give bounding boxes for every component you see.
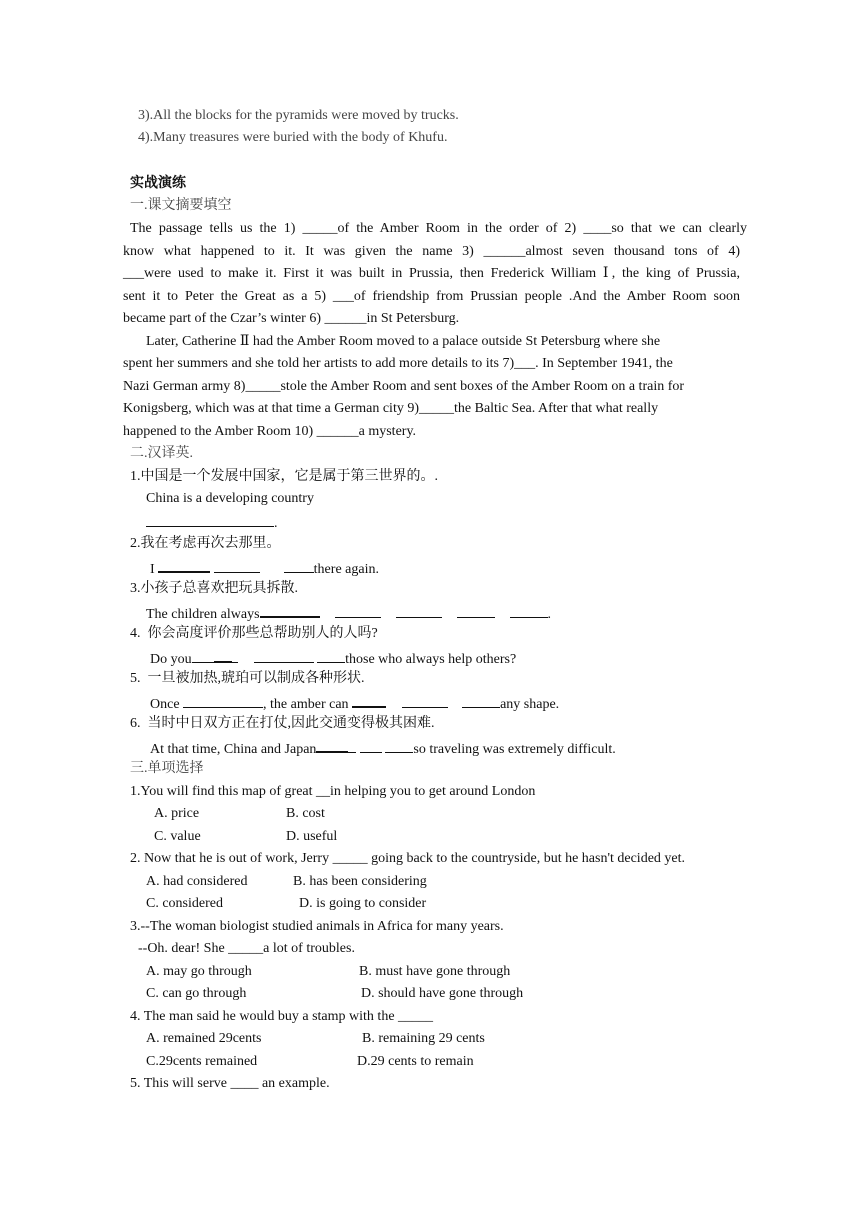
s1-p1-line: The passage tells us the 1) _____of the Amber Room in the order of 2) ____so that we can clearly — [130, 221, 747, 236]
s3-q1-option-b[interactable]: B. cost — [286, 806, 325, 821]
s3-q3-option-d[interactable]: D. should have gone through — [361, 986, 524, 1001]
answer-blank[interactable] — [360, 739, 382, 753]
text: there again. — [313, 562, 379, 577]
s3-q2-option-a[interactable]: A. had considered — [146, 874, 248, 889]
answer-blank[interactable] — [214, 648, 232, 663]
s2-q4-cn: 4. 你会高度评价那些总帮助别人的人吗? — [130, 626, 378, 641]
text: Once — [150, 697, 180, 712]
answer-blank[interactable] — [457, 604, 495, 618]
period: . — [274, 516, 278, 531]
s2-q1-en: China is a developing country — [146, 491, 314, 506]
s2-q1-cn: 1.中国是一个发展中国家，它是属于第三世界的。. — [130, 469, 438, 484]
answer-blank[interactable] — [146, 513, 274, 527]
s2-q6-cn: 6. 当时中日双方正在打仗,因此交通变得极其困难. — [130, 716, 435, 731]
answer-blank[interactable] — [462, 694, 500, 708]
answer-blank[interactable] — [348, 739, 356, 753]
s2-q6-en — [150, 738, 616, 759]
s3-q4-option-b[interactable]: B. remaining 29 cents — [362, 1031, 485, 1046]
period: . — [547, 607, 552, 622]
s1-heading: 一.课文摘要填空 — [130, 198, 232, 213]
answer-blank[interactable] — [317, 649, 345, 663]
section-title: 实战演练 — [130, 176, 186, 191]
s2-q2-en — [150, 558, 379, 579]
s3-q1-option-c[interactable]: C. value — [154, 829, 201, 844]
text: any shape. — [500, 697, 560, 712]
s3-q5: 5. This will serve ____ an example. — [130, 1076, 330, 1091]
answer-blank[interactable] — [352, 693, 386, 708]
text: so traveling was extremely difficult. — [413, 742, 616, 757]
s3-q3: 3.--The woman biologist studied animals in Africa for many years. — [130, 919, 504, 934]
s2-q5-en — [150, 693, 559, 714]
s3-q4: 4. The man said he would buy a stamp with the _____ — [130, 1009, 434, 1024]
answer-blank[interactable] — [335, 604, 381, 618]
s3-q1: 1.You will find this map of great __in helping you to get around London — [130, 784, 536, 799]
text: , the amber can — [263, 697, 349, 712]
text: I — [150, 562, 155, 577]
answer-blank[interactable] — [510, 604, 548, 618]
text: those who always help others? — [345, 652, 517, 667]
answer-blank[interactable] — [385, 739, 413, 753]
answer-blank[interactable] — [232, 649, 238, 663]
s1-p1-line: became part of the Czar’s winter 6) ______in St Petersburg. — [123, 311, 460, 326]
s1-p2-line: happened to the Amber Room 10) ______a mystery. — [123, 424, 417, 439]
s3-q2-option-c[interactable]: C. considered — [146, 896, 223, 911]
text: The children always — [146, 607, 260, 622]
s1-p2-line: Konigsberg, which was at that time a German city 9)_____the Baltic Sea. After that what really — [123, 401, 659, 416]
s2-heading: 二.汉译英. — [130, 446, 193, 461]
answer-blank[interactable] — [192, 649, 214, 663]
s2-q4-en — [150, 648, 516, 669]
s1-p1-line: sent it to Peter the Great as a 5) ___of friendship from Prussian people .And the Amber Room soon — [123, 289, 740, 304]
s1-p2-line: spent her summers and she told her artists to add more details to its 7)___. In September 1941, the — [123, 356, 673, 371]
s2-q5-cn: 5. 一旦被加热,琥珀可以制成各种形状. — [130, 671, 365, 686]
s3-q3-option-a[interactable]: A. may go through — [146, 964, 252, 979]
s3-q1-option-d[interactable]: D. useful — [286, 829, 338, 844]
s2-q3-cn: 3.小孩子总喜欢把玩具拆散. — [130, 581, 298, 596]
s3-q4-option-a[interactable]: A. remained 29cents — [146, 1031, 262, 1046]
text: At that time, China and Japan — [150, 742, 317, 757]
s3-heading: 三.单项选择 — [130, 761, 204, 776]
answer-blank[interactable] — [402, 694, 448, 708]
s3-q3-line2: --Oh. dear! She _____a lot of troubles. — [138, 941, 355, 956]
s3-q3-option-c[interactable]: C. can go through — [146, 986, 247, 1001]
s3-q4-option-c[interactable]: C.29cents remained — [146, 1054, 258, 1069]
answer-blank[interactable] — [396, 604, 442, 618]
s3-q1-option-a[interactable]: A. price — [154, 806, 200, 821]
s3-q2: 2. Now that he is out of work, Jerry _____ going back to the countryside, but he hasn't decided yet. — [130, 851, 686, 866]
s1-p2-line: Nazi German army 8)_____stole the Amber Room and sent boxes of the Amber Room on a train for — [123, 379, 685, 394]
answer-blank[interactable] — [254, 649, 314, 663]
answer-blank[interactable] — [214, 559, 260, 573]
statement-4: 4).Many treasures were buried with the body of Khufu. — [138, 130, 448, 145]
s2-q1-answer — [146, 513, 278, 533]
s1-p1-line: ___were used to make it. First it was built in Prussia, then Frederick William Ⅰ, the king of Prussia, — [123, 266, 740, 281]
s2-q2-cn: 2.我在考虑再次去那里。 — [130, 536, 281, 551]
s2-q3-en — [146, 603, 551, 624]
answer-blank[interactable] — [316, 738, 348, 753]
answer-blank[interactable] — [183, 694, 263, 708]
answer-blank[interactable] — [284, 559, 314, 573]
s1-p2-line: Later, Catherine Ⅱ had the Amber Room moved to a palace outside St Petersburg where she — [146, 334, 661, 349]
answer-blank[interactable] — [260, 603, 320, 618]
text: Do you — [150, 652, 192, 667]
s3-q4-option-d[interactable]: D.29 cents to remain — [357, 1054, 474, 1069]
s3-q2-option-b[interactable]: B. has been considering — [293, 874, 427, 889]
s3-q3-option-b[interactable]: B. must have gone through — [359, 964, 511, 979]
answer-blank[interactable] — [158, 558, 210, 573]
statement-3: 3).All the blocks for the pyramids were moved by trucks. — [138, 108, 459, 123]
s1-p1-line: know what happened to it. It was given the name 3) ______almost seven thousand tons of 4) — [123, 244, 740, 259]
s3-q2-option-d[interactable]: D. is going to consider — [299, 896, 427, 911]
